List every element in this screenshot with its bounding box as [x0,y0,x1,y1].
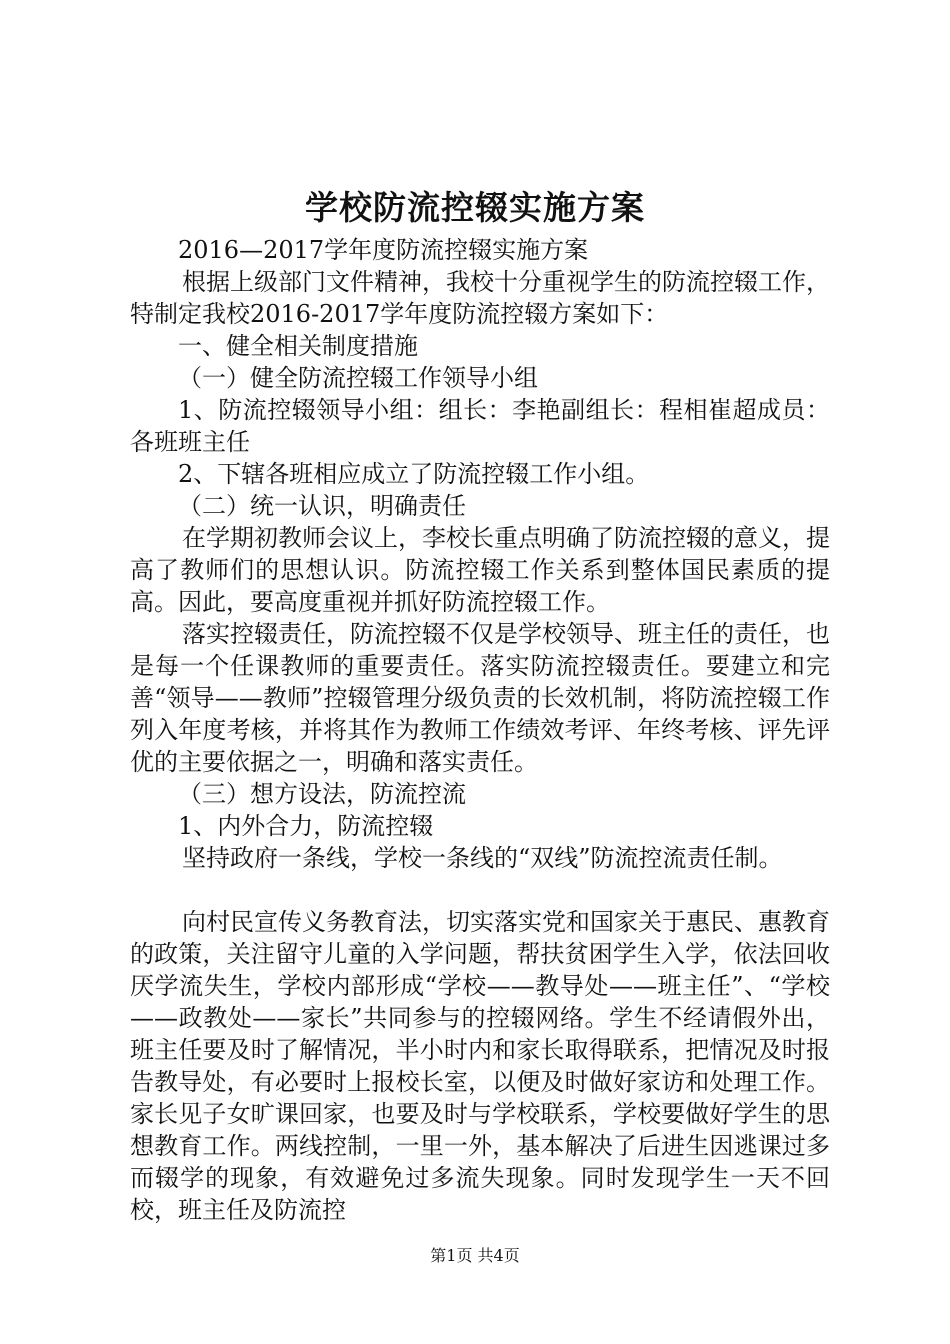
paragraph-dual-line: 坚持政府一条线，学校一条线的“双线”防流控流责任制。 [182,844,783,872]
paragraph-responsibility: 落实控辍责任，防流控辍不仅是学校领导、班主任的责任，也是每一个任课教师的重要责任。落实防流控辍责任。要建立和完善“领导——教师”控辍管理分级负责的长效机制，将防流控辍工作列入年度考核，并将其作为教师工作绩效考评、年终考核、评先评优的主要依据之一，明确和落实责任。 [130,620,830,776]
paragraph-publicity: 向村民宣传义务教育法，切实落实党和国家关于惠民、惠教育的政策，关注留守儿童的入学问题，帮扶贫困学生入学，依法回收厌学流失生，学校内部形成“学校——教导处——班主任”、“学校——政教处——家长”共同参与的控辍网络。学生不经请假外出，班主任要及时了解情况，半小时内和家长取得联系，把情况及时报告教导处，有必要时上报校长室，以便及时做好家访和处理工作。家长见子女旷课回家，也要及时与学校联系，学校要做好学生的思想教育工作。两线控制，一里一外，基本解决了后进生因逃课过多而辍学的现象，有效避免过多流失现象。同时发现学生一天不回校，班主任及防流控 [130,908,830,1224]
heading-item-1: 1、内外合力，防流控辍 [178,812,434,840]
paragraph-intro: 根据上级部门文件精神，我校十分重视学生的防流控辍工作，特制定我校2016-2017学年度防流控辍方案如下： [130,268,830,328]
document-body [130,234,830,1226]
document-title: 学校防流控辍实施方案 [305,188,645,227]
paragraph-spacer [130,874,830,906]
page-number: 第1页 共4页 [430,1246,520,1265]
paragraph-teacher-meeting: 在学期初教师会议上，李校长重点明确了防流控辍的意义，提高了教师们的思想认识。防流控辍工作关系到整体国民素质的提高。因此，要高度重视并抓好防流控辍工作。 [130,524,830,616]
paragraph-leadership-group: 1、防流控辍领导小组：组长：李艳副组长：程相崔超成员：各班班主任 [130,396,830,456]
heading-subsection-3: （三）想方设法，防流控流 [178,780,466,808]
heading-subsection-2: （二）统一认识，明确责任 [178,492,466,520]
paragraph-class-groups: 2、下辖各班相应成立了防流控辍工作小组。 [178,460,650,488]
paragraph-subtitle: 2016—2017学年度防流控辍实施方案 [178,236,589,264]
heading-section-1: 一、健全相关制度措施 [178,332,418,360]
heading-subsection-1: （一）健全防流控辍工作领导小组 [178,364,538,392]
